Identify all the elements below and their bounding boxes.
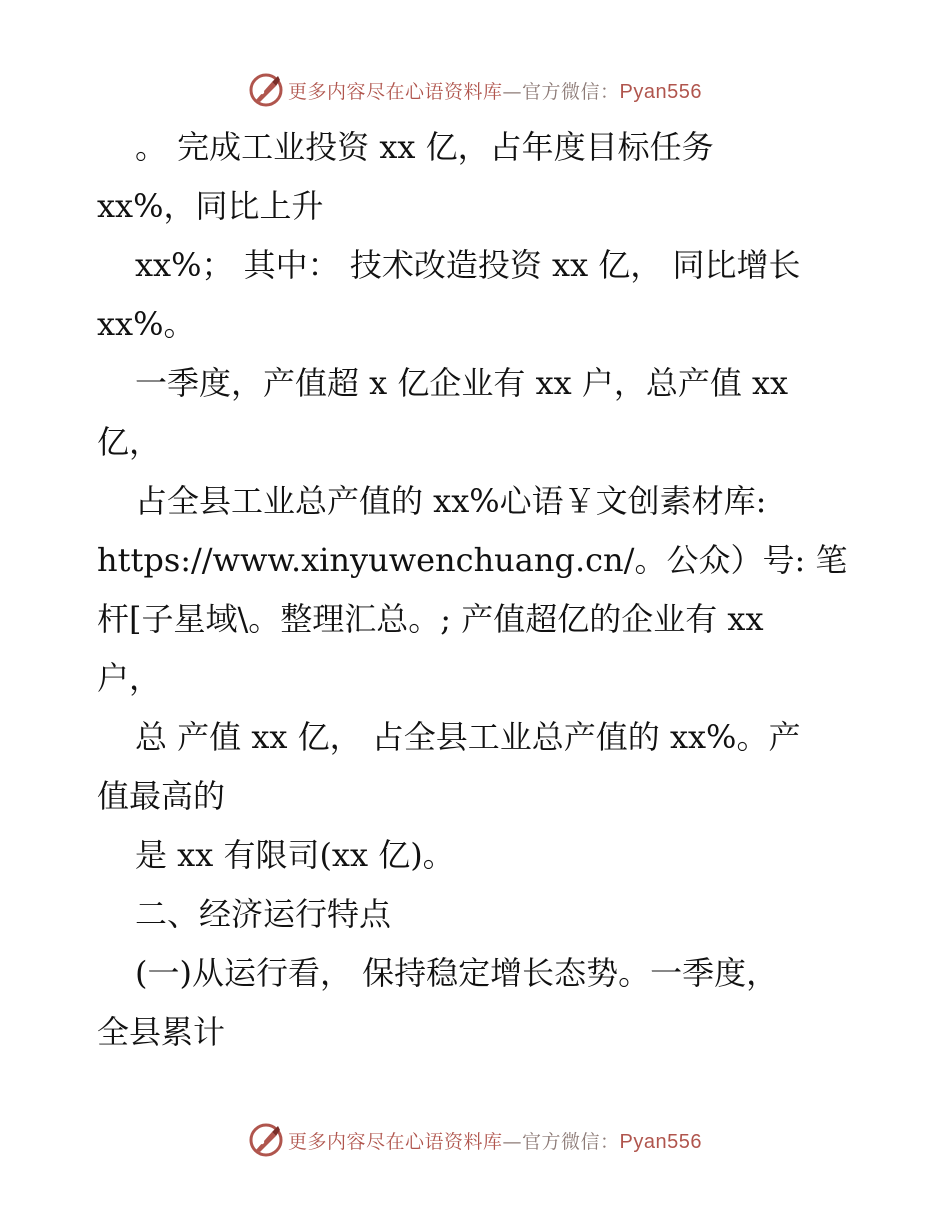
body-text-line: https://www.xinyuwenchuang.cn/。公众）号: 笔 bbox=[97, 541, 848, 579]
body-text-line: 户， bbox=[97, 659, 162, 697]
quill-pen-logo-icon bbox=[248, 1122, 284, 1158]
banner-separator: — bbox=[502, 1130, 523, 1153]
banner-wechat-id: Pyan556 bbox=[619, 1130, 702, 1153]
body-text-line: 二、经济运行特点 bbox=[135, 895, 392, 933]
body-text-line: xx%，同比上升 bbox=[97, 187, 324, 225]
banner-wechat-label: 官方微信： bbox=[522, 80, 620, 103]
body-text-line: (一)从运行看， 保持稳定增长态势。一季度， bbox=[135, 954, 779, 992]
body-text-line: 值最高的 bbox=[97, 777, 226, 815]
banner-text bbox=[288, 1127, 702, 1154]
banner-site-name: 更多内容尽在心语资料库 bbox=[288, 1130, 503, 1153]
body-text-line: 是 xx 有限司(xx 亿)。 bbox=[135, 836, 455, 874]
document-body bbox=[97, 118, 857, 1062]
banner-wechat-id: Pyan556 bbox=[619, 80, 702, 103]
body-text-line: 一季度，产值超 x 亿企业有 xx 户，总产值 xx bbox=[135, 364, 789, 402]
footer-banner bbox=[0, 1120, 950, 1160]
body-text-line: 杆[子星域\。整理汇总。; 产值超亿的企业有 xx bbox=[97, 600, 764, 638]
body-text-line: 总 产值 xx 亿， 占全县工业总产值的 xx%。产 bbox=[135, 718, 801, 756]
banner-text bbox=[288, 77, 702, 104]
banner-site-name: 更多内容尽在心语资料库 bbox=[288, 80, 503, 103]
quill-pen-logo-icon bbox=[248, 72, 284, 108]
body-text-line: 。 完成工业投资 xx 亿，占年度目标任务 bbox=[135, 128, 714, 166]
body-text-line: xx%； 其中： 技术改造投资 xx 亿， 同比增长 bbox=[135, 246, 801, 284]
body-text-line: 全县累计 bbox=[97, 1013, 226, 1051]
header-banner bbox=[0, 70, 950, 110]
body-text-line: xx%。 bbox=[97, 305, 196, 343]
body-text-line: 亿， bbox=[97, 423, 162, 461]
banner-wechat-label: 官方微信： bbox=[522, 1130, 620, 1153]
banner-separator: — bbox=[502, 80, 523, 103]
body-text-line: 占全县工业总产值的 xx%心语￥文创素材库: bbox=[135, 482, 767, 520]
